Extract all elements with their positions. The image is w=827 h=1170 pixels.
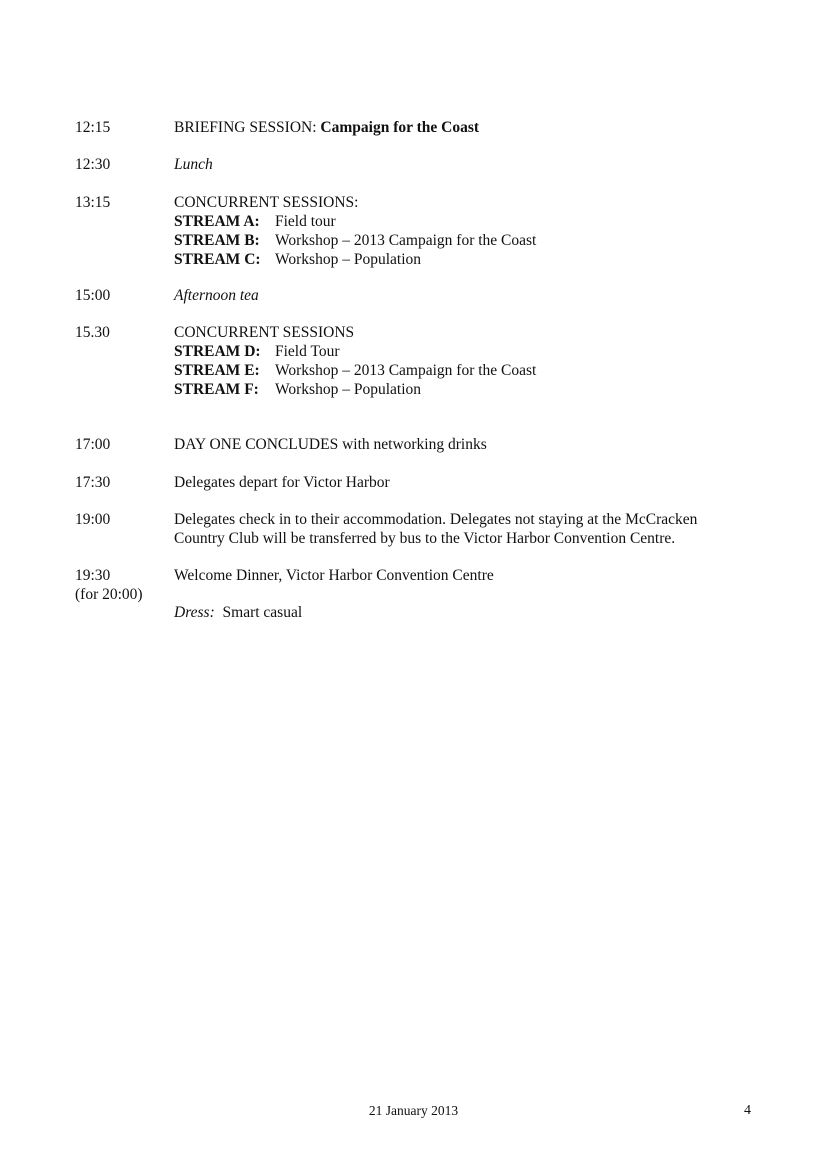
day-one-concludes-text: DAY ONE CONCLUDES with networking drinks	[174, 436, 487, 453]
stream-label: STREAM B:	[174, 232, 260, 249]
stream-item	[174, 361, 754, 380]
time-label: 12:15	[75, 119, 111, 136]
stream-desc: Field tour	[275, 213, 336, 230]
dress-line	[174, 603, 754, 622]
time-label: 19:00	[75, 511, 111, 528]
row-content	[174, 435, 754, 454]
stream-desc: Field Tour	[275, 343, 340, 360]
row-content	[174, 323, 754, 399]
page-number: 4	[744, 1103, 751, 1118]
row-content	[174, 286, 754, 305]
row-content	[174, 510, 754, 548]
time-note: (for 20:00)	[75, 586, 143, 603]
check-in-line-2: Country Club will be transferred by bus to the Victor Harbor Convention Centre.	[174, 530, 676, 547]
dress-label: Dress:	[174, 604, 215, 621]
row-content	[174, 566, 754, 622]
time-block	[75, 566, 165, 604]
stream-desc: Workshop – 2013 Campaign for the Coast	[275, 362, 537, 379]
time-label: 13:15	[75, 194, 111, 211]
stream-item	[174, 212, 754, 231]
stream-item	[174, 380, 754, 399]
stream-desc: Workshop – Population	[275, 381, 422, 398]
row-content	[174, 473, 754, 492]
time-label: 17:30	[75, 474, 111, 491]
stream-label: STREAM F:	[174, 381, 259, 398]
afternoon-tea-text: Afternoon tea	[174, 287, 259, 304]
check-in-line-1: Delegates check in to their accommodation. Delegates not staying at the McCracken	[174, 511, 698, 528]
briefing-title: Campaign for the Coast	[320, 119, 480, 136]
footer-date: 21 January 2013	[368, 1103, 459, 1118]
stream-desc: Workshop – Population	[275, 251, 422, 268]
row-content	[174, 155, 754, 174]
stream-item	[174, 231, 754, 250]
dress-value: Smart casual	[222, 604, 303, 621]
time-label: 12:30	[75, 156, 111, 173]
stream-desc: Workshop – 2013 Campaign for the Coast	[275, 232, 537, 249]
stream-label: STREAM D:	[174, 343, 261, 360]
stream-label: STREAM C:	[174, 251, 261, 268]
sessions-heading: CONCURRENT SESSIONS	[174, 324, 355, 341]
briefing-line	[174, 118, 754, 137]
stream-item	[174, 250, 754, 269]
time-label: 17:00	[75, 436, 111, 453]
stream-label: STREAM A:	[174, 213, 260, 230]
stream-item	[174, 342, 754, 361]
delegates-depart-text: Delegates depart for Victor Harbor	[174, 474, 390, 491]
time-label: 15:00	[75, 287, 111, 304]
stream-label: STREAM E:	[174, 362, 260, 379]
row-content	[174, 118, 754, 137]
time-label: 19:30	[75, 567, 111, 584]
row-content	[174, 193, 754, 269]
welcome-dinner-text: Welcome Dinner, Victor Harbor Convention Centre	[174, 567, 494, 584]
time-label: 15.30	[75, 324, 110, 341]
briefing-prefix: BRIEFING SESSION:	[174, 119, 321, 136]
sessions-heading: CONCURRENT SESSIONS:	[174, 194, 359, 211]
lunch-text: Lunch	[174, 156, 213, 173]
